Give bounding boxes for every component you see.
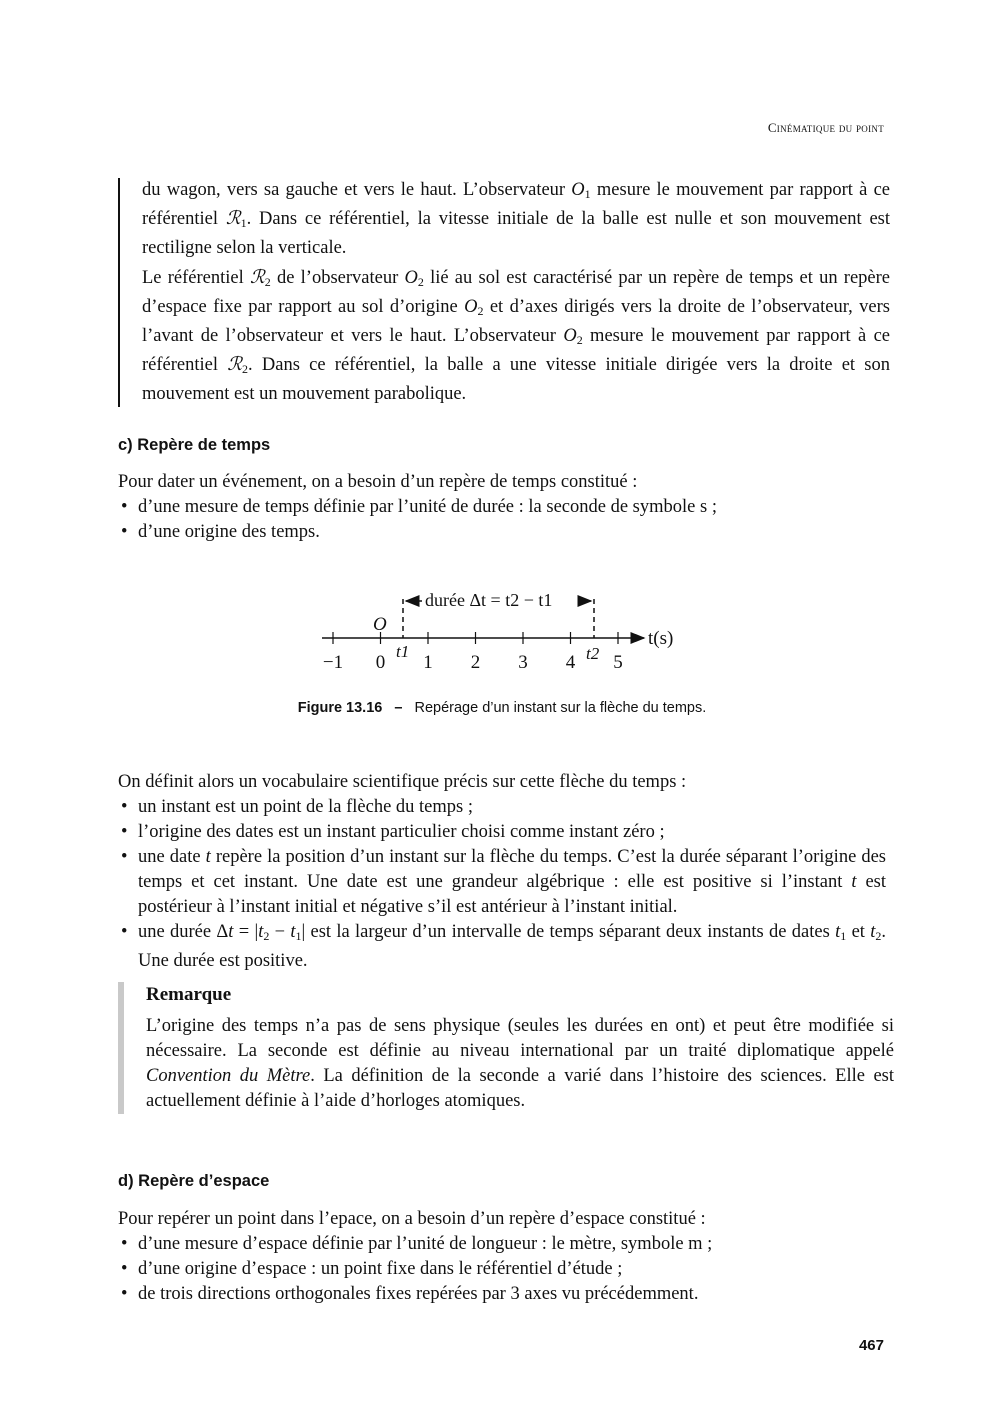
section-d-intro: Pour repérer un point dans l’epace, on a besoin d’un repère d’espace constitué : — [118, 1209, 706, 1229]
section-d-title: d) Repère d’espace — [118, 1172, 270, 1190]
remark-text: L’origine des temps n’a pas de sens physique (seules les durées en ont) et peut être modifiée si nécessaire. La seconde est définie au niveau international par un traité diplomatique appelé Convention du Mètre. La définition de la seconde a varié dans l’histoire des sciences. Elle est actuellement définie à l’aide d’horloges atomiques. — [146, 1016, 894, 1111]
caption-dash: – — [394, 700, 403, 716]
tick-label: 0 — [375, 652, 386, 673]
tick-label: 4 — [565, 652, 576, 673]
section-d-body — [118, 1207, 886, 1307]
intro-paragraph-2: Le référentiel ℛ$_2$ de l’observateur $O_2$ lié au sol est caractérisé par un repère de temps et un repère d’espace fixe par rapport au sol d’origine $O_2$ et d’axes dirigés vers la droite de l’observateur, vers l’avant de l’observateur et vers le haut. L’observateur $O_2$ mesure le mouvement par rapport à ce référentiel ℛ$_2$. Dans ce référentiel, la balle a une vitesse initiale dirigée vers la droite et son mouvement est un mouvement parabolique. — [142, 268, 890, 404]
vocabulary-bullets — [118, 795, 886, 974]
list-item: • une date t repère la position d’un instant sur la flèche du temps. C’est la durée séparant l’origine des temps et cet instant. Une date est une grandeur algébrique : elle est positive si l’instant t est postérieur à l’instant initial et négative s’il est antérieur à l’instant initial. — [118, 845, 886, 920]
running-header: Cinématique du point — [767, 120, 884, 135]
vocabulary-intro: On définit alors un vocabulaire scientifique précis sur cette flèche du temps : — [118, 772, 687, 792]
remark-box — [118, 982, 894, 1114]
axis-label: t(s) — [648, 628, 674, 649]
list-item: • d’une mesure de temps définie par l’unité de durée : la seconde de symbole s ; — [118, 495, 886, 520]
time-arrow-figure — [300, 580, 700, 680]
tick-label: 3 — [518, 652, 528, 673]
list-item: • d’une mesure d’espace définie par l’unité de longueur : le mètre, symbole m ; — [118, 1232, 886, 1257]
section-c-intro: Pour dater un événement, on a besoin d’un repère de temps constitué : — [118, 472, 638, 492]
list-item: • de trois directions orthogonales fixes repérées par 3 axes vu précédemment. — [118, 1282, 886, 1307]
origin-label: O — [373, 614, 387, 635]
list-item: • d’une origine d’espace : un point fixe dans le référentiel d’étude ; — [118, 1257, 886, 1282]
duration-label: durée Δt = t2 − t1 — [425, 590, 553, 610]
intro-paragraph-1: du wagon, vers sa gauche et vers le haut. L’observateur $O_1$ mesure le mouvement par rapport à ce référentiel ℛ$_1$. Dans ce référentiel, la vitesse initiale de la balle est nulle et son mouvement est rectiligne selon la verticale. — [142, 180, 890, 258]
page-number: 467 — [858, 1337, 884, 1354]
tick-label: 1 — [423, 652, 433, 673]
list-item: • une durée $\Delta t = |t_2 - t_1|$ est la largeur d’un intervalle de temps séparant deux instants de dates $t_1$ et $t_2$. Une durée est positive. — [118, 920, 886, 974]
tick-label: 5 — [613, 652, 623, 673]
list-item: • l’origine des dates est un instant particulier choisi comme instant zéro ; — [118, 820, 886, 845]
section-c-title: c) Repère de temps — [118, 436, 271, 454]
tick-label: 2 — [470, 652, 481, 673]
intro-example-block — [118, 178, 890, 407]
tick-label: −1 — [322, 652, 344, 673]
list-item: • d’une origine des temps. — [118, 520, 886, 545]
section-d-bullets — [118, 1232, 886, 1307]
t2-label: t2 — [586, 644, 600, 663]
vocabulary-body — [118, 770, 886, 974]
tick-labels — [323, 652, 623, 673]
caption-number: Figure 13.16 — [297, 700, 383, 716]
t1-label: t1 — [396, 642, 410, 661]
caption-text: Repérage d’un instant sur la flèche du temps. — [414, 700, 707, 716]
remark-title: Remarque — [146, 984, 232, 1005]
figure-caption — [0, 700, 1004, 716]
list-item: • un instant est un point de la flèche du temps ; — [118, 795, 886, 820]
section-c-body — [118, 470, 886, 545]
section-c-bullets — [118, 495, 886, 545]
